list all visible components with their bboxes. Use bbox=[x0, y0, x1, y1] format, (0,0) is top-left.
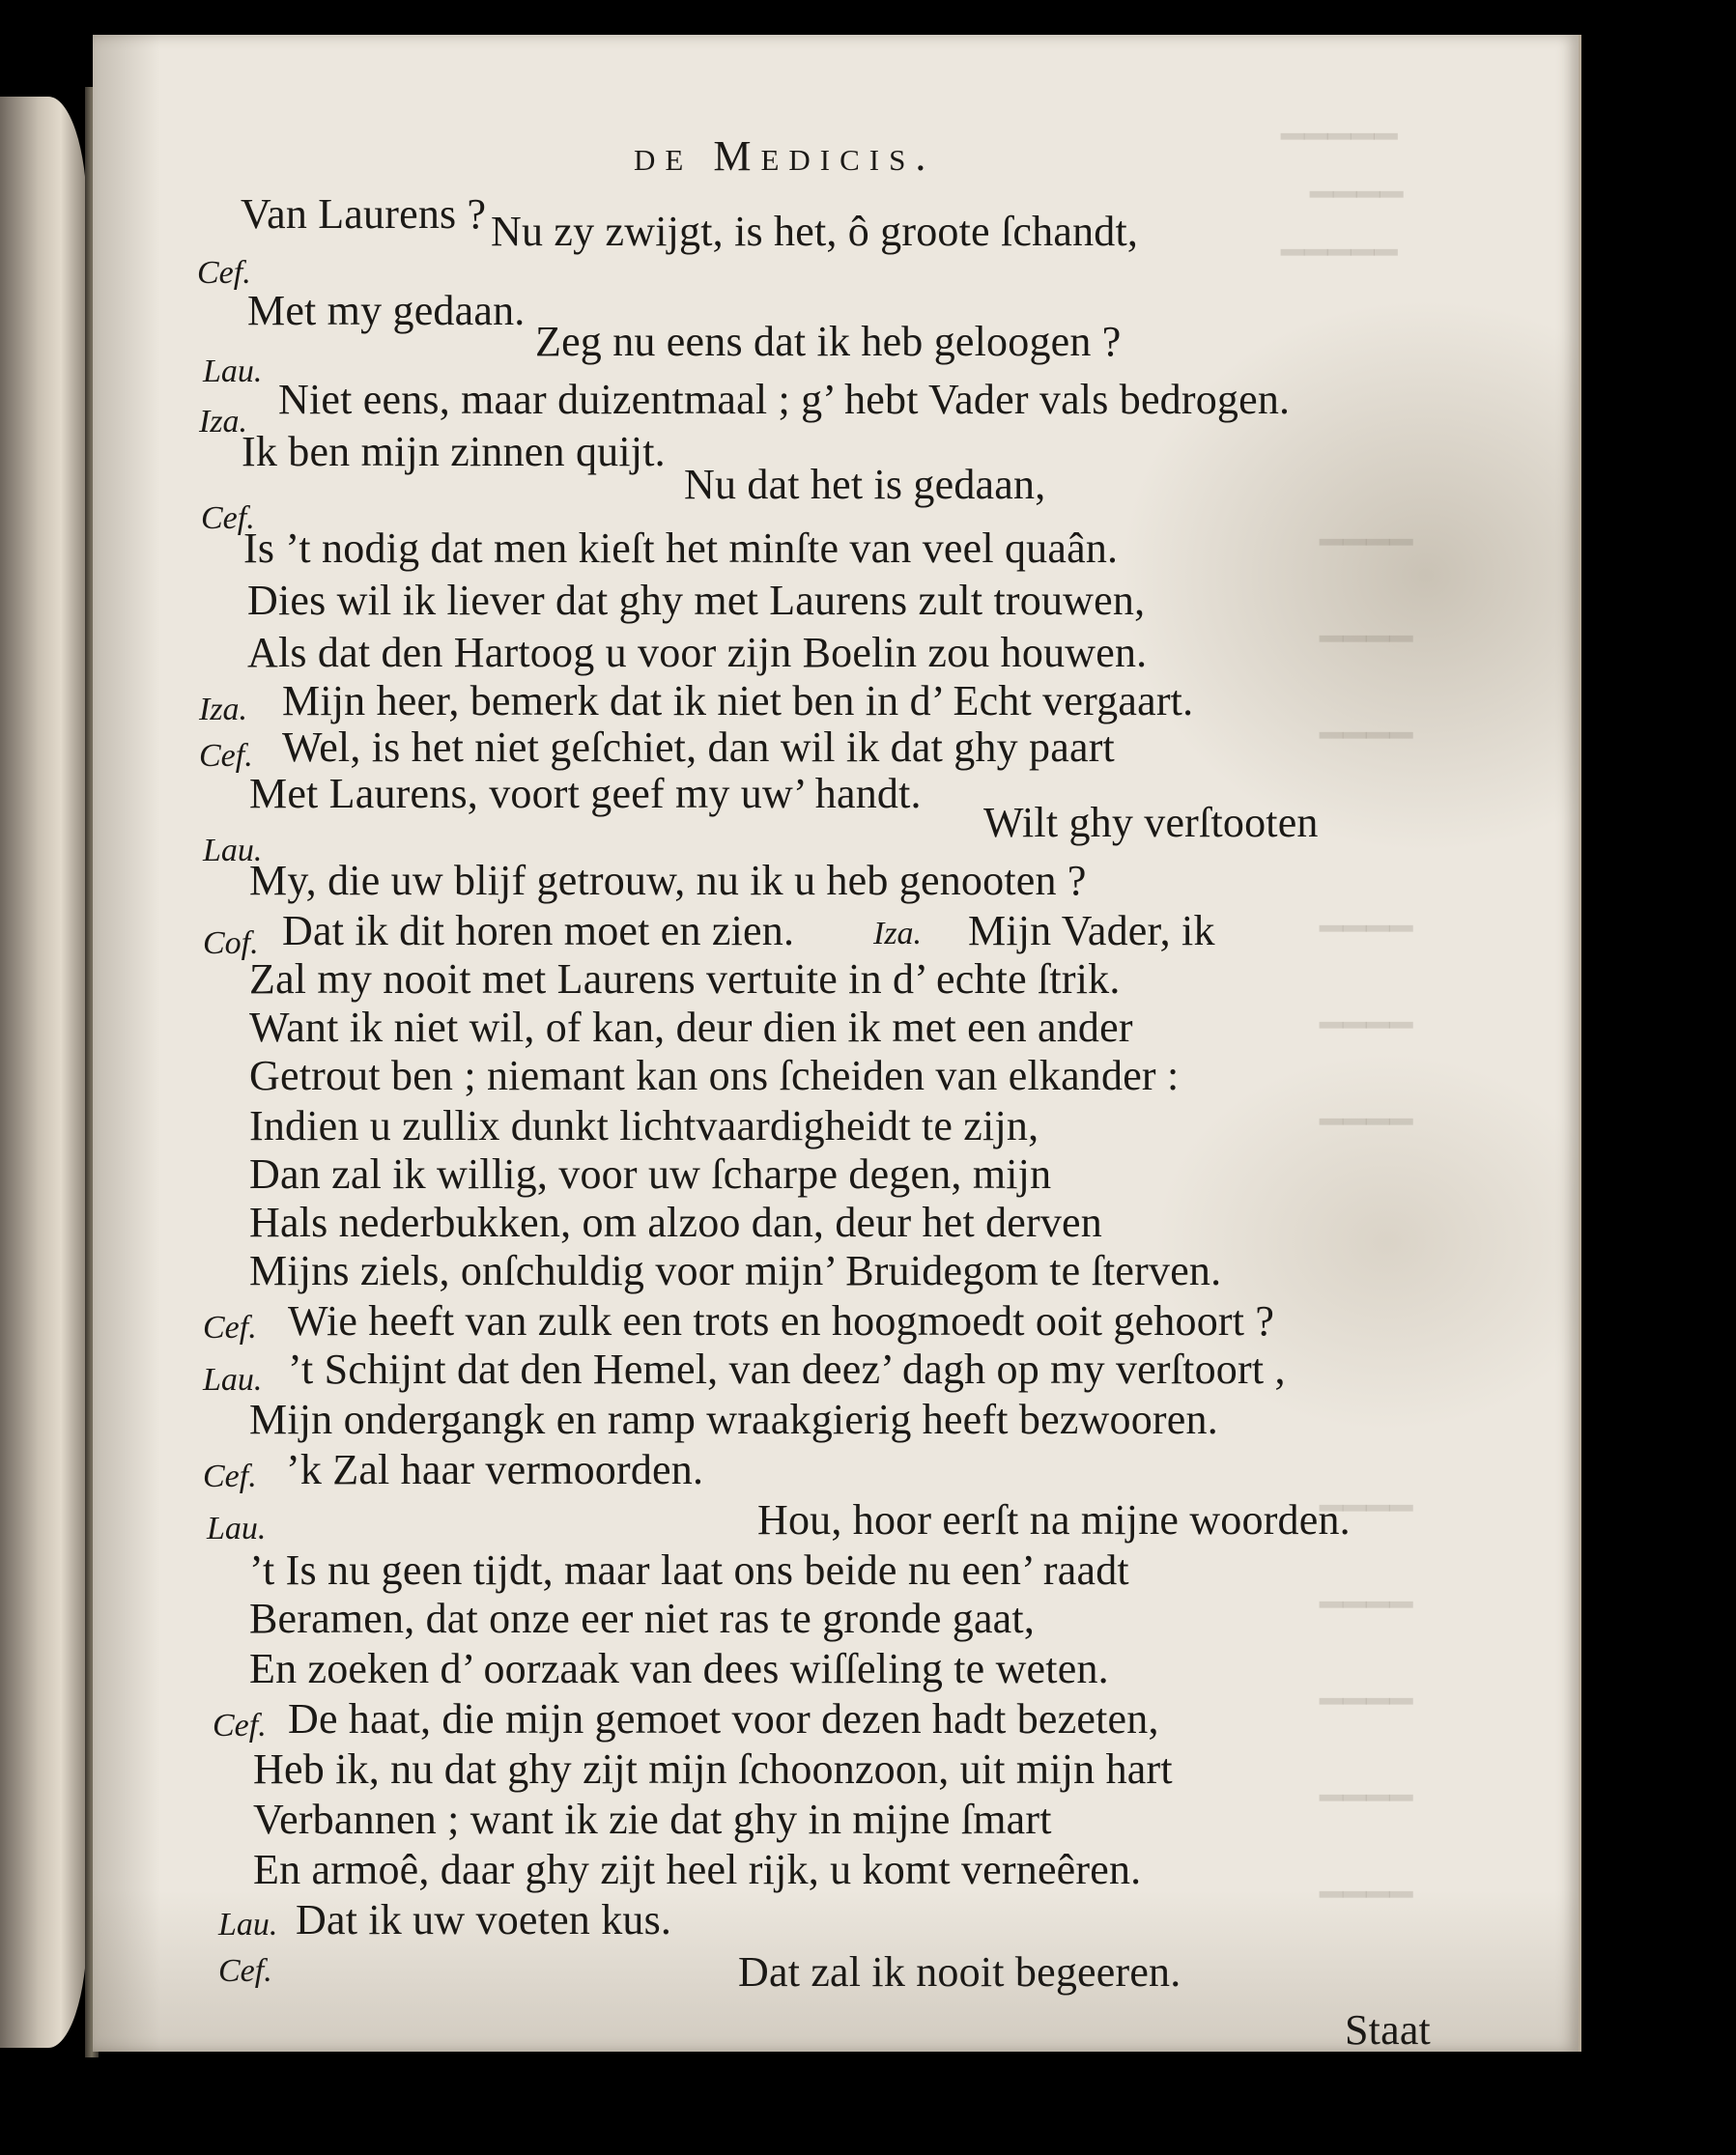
verse-line: Hou, hoor eerſt na mijne woorden. bbox=[757, 1496, 1351, 1544]
verse-line: Indien u zullix dunkt lichtvaardigheidt te zijn, bbox=[249, 1102, 1039, 1149]
verse-line: Mijns ziels, onſchuldig voor mijn’ Bruidegom te ſterven. bbox=[249, 1247, 1222, 1294]
verse-line: Mijn Vader, ik bbox=[968, 907, 1215, 954]
speaker-label: Lau. bbox=[203, 1362, 263, 1398]
speaker-label: Lau. bbox=[203, 833, 263, 868]
verse-line: Met Laurens, voort geef my uw’ handt. bbox=[249, 770, 922, 817]
left-page-edge bbox=[0, 97, 87, 2048]
verse-line: Verbannen ; want ik zie dat ghy in mijne ſmart bbox=[253, 1796, 1052, 1843]
verse-line: De haat, die mijn gemoet voor dezen hadt bezeten, bbox=[288, 1695, 1159, 1743]
verse-line: Hals nederbukken, om alzoo dan, deur het derven bbox=[249, 1199, 1102, 1246]
speaker-label: Cef. bbox=[203, 1459, 257, 1494]
verse-line: Niet eens, maar duizentmaal ; g’ hebt Vader vals bedrogen. bbox=[278, 376, 1291, 423]
verse-line: ’t Is nu geen tijdt, maar laat ons beide nu een’ raadt bbox=[249, 1546, 1129, 1594]
book-page: ━━━━━ ━━━━ ━━━━━ ━━━━ ━━━━ ━━━━ ━━━━ ━━━━ ━━━━ ━━━━ ━━━━ ━━━━ ━━━━ ━━━━ de Medicis. Van Laurens ? Nu zy zwijgt, is het, ô groote ſchandt, Cef. Met my gedaan. Zeg nu eens dat ik heb geloogen ? Lau. Iza. Niet eens, maar duizentmaal ; g’ hebt Vader vals bedrogen. Ik ben mijn zinnen quijt. Nu dat het is gedaan, Cef. Is ’t nodig dat men kieſt het minſte van veel quaân. Dies wil ik liever dat ghy met Laurens zult trouwen, Als dat den Hartoog u voor zijn Boelin zou houwen. Iza. Mijn heer, bemerk dat ik niet ben in d’ Echt vergaart. Cef. Wel, is het niet geſchiet, dan wil ik dat ghy paart Met Laurens, voort geef my uw’ handt. Wilt ghy verſtooten Lau. My, die uw blijf getrouw, nu ik u heb genooten ? Cof. Dat ik dit horen moet en zien. Iza. Mijn Vader, ik Zal my nooit met Laurens vertuite in d’ echte ſtrik. Want ik niet wil, of kan, deur dien ik met een ander Getrout ben ; niemant kan ons ſcheiden van elkander : Indien u zullix dunkt lichtvaardigheidt te zijn, Dan zal ik willig, voor uw ſcharpe degen, mijn Hals nederbukken, om alzoo dan, deur het derven Mijns ziels, onſchuldig voor mijn’ Bruidegom te ſterven. Cef. Wie heeft van zulk een trots en hoogmoedt ooit gehoort ? Lau. ’t Schijnt dat den Hemel, van deez’ dagh op my verſtoort , Mijn ondergangk en ramp wraakgierig heeft bezwooren. Cef. ’k Zal haar vermoorden. Lau. Hou, hoor eerſt na mijne woorden. ’t Is nu geen tijdt, maar laat ons beide nu een’ raadt Beramen, dat onze eer niet ras te gronde gaat, En zoeken d’ oorzaak van dees wiſſeling te weten. Cef. De haat, die mijn gemoet voor dezen hadt bezeten, Heb ik, nu dat ghy zijt mijn ſchoonzoon, uit mijn hart Verbannen ; want ik zie dat ghy in mijne ſmart En armoê, daar ghy zijt heel rijk, u komt verneêren. Lau. Dat ik uw voeten kus. Cef. Dat zal ik nooit begeeren. Staat bbox=[93, 35, 1581, 2052]
verse-line: Dat zal ik nooit begeeren. bbox=[738, 1948, 1181, 1996]
verse-line: Wie heeft van zulk een trots en hoogmoedt ooit gehoort ? bbox=[288, 1297, 1275, 1345]
verse-line: En zoeken d’ oorzaak van dees wiſſeling te weten. bbox=[249, 1645, 1109, 1692]
verse-line: Want ik niet wil, of kan, deur dien ik met een ander bbox=[249, 1004, 1133, 1051]
verse-line: Mijn ondergangk en ramp wraakgierig heeft bezwooren. bbox=[249, 1396, 1218, 1443]
verse-line: Als dat den Hartoog u voor zijn Boelin zou houwen. bbox=[247, 629, 1148, 676]
speaker-label: Lau. bbox=[203, 354, 263, 389]
verse-line: Beramen, dat onze eer niet ras te gronde gaat, bbox=[249, 1595, 1036, 1642]
running-head: de Medicis. bbox=[634, 132, 936, 180]
speaker-label: Cef. bbox=[201, 500, 255, 536]
verse-line: Nu dat het is gedaan, bbox=[684, 461, 1046, 508]
verse-line: My, die uw blijf getrouw, nu ik u heb genooten ? bbox=[249, 857, 1087, 904]
verse-line: Wel, is het niet geſchiet, dan wil ik dat ghy paart bbox=[282, 723, 1115, 771]
verse-line: Dat ik uw voeten kus. bbox=[296, 1896, 672, 1943]
speaker-label: Cef. bbox=[203, 1310, 257, 1346]
verse-line: Met my gedaan. bbox=[247, 287, 526, 334]
catchword: Staat bbox=[1345, 2006, 1431, 2054]
speaker-label: Iza. bbox=[199, 404, 248, 440]
speaker-label: Cef. bbox=[199, 738, 253, 774]
speaker-label: Lau. bbox=[207, 1511, 267, 1546]
speaker-label: Cef. bbox=[213, 1708, 267, 1744]
verse-line: Dan zal ik willig, voor uw ſcharpe degen, mijn bbox=[249, 1150, 1052, 1198]
verse-line: Heb ik, nu dat ghy zijt mijn ſchoonzoon, uit mijn hart bbox=[253, 1745, 1173, 1793]
speaker-label: Cef. bbox=[197, 255, 251, 291]
verse-line: Zal my nooit met Laurens vertuite in d’ echte ſtrik. bbox=[249, 955, 1121, 1003]
verse-line: Is ’t nodig dat men kieſt het minſte van veel quaân. bbox=[243, 525, 1119, 572]
speaker-label: Iza. bbox=[873, 916, 923, 951]
verse-line: En armoê, daar ghy zijt heel rijk, u komt verneêren. bbox=[253, 1846, 1142, 1893]
speaker-label: Cof. bbox=[203, 925, 259, 961]
verse-line: Mijn heer, bemerk dat ik niet ben in d’ Echt vergaart. bbox=[282, 677, 1194, 724]
verse-line: Nu zy zwijgt, is het, ô groote ſchandt, bbox=[491, 208, 1139, 255]
verse-line: ’k Zal haar vermoorden. bbox=[286, 1446, 704, 1493]
verse-line: Zeg nu eens dat ik heb geloogen ? bbox=[535, 318, 1122, 365]
verse-line: Dies wil ik liever dat ghy met Laurens zult trouwen, bbox=[247, 577, 1146, 624]
verse-line: Wilt ghy verſtooten bbox=[983, 799, 1319, 846]
verse-line: Dat ik dit horen moet en zien. bbox=[282, 907, 795, 954]
verse-line: Van Laurens ? bbox=[241, 190, 487, 238]
verse-line: Ik ben mijn zinnen quijt. bbox=[242, 428, 666, 475]
speaker-label: Cef. bbox=[218, 1953, 272, 1989]
verse-line: Getrout ben ; niemant kan ons ſcheiden van elkander : bbox=[249, 1052, 1180, 1099]
verse-line: ’t Schijnt dat den Hemel, van deez’ dagh op my verſtoort , bbox=[288, 1346, 1286, 1393]
speaker-label: Lau. bbox=[218, 1907, 278, 1942]
speaker-label: Iza. bbox=[199, 692, 248, 727]
